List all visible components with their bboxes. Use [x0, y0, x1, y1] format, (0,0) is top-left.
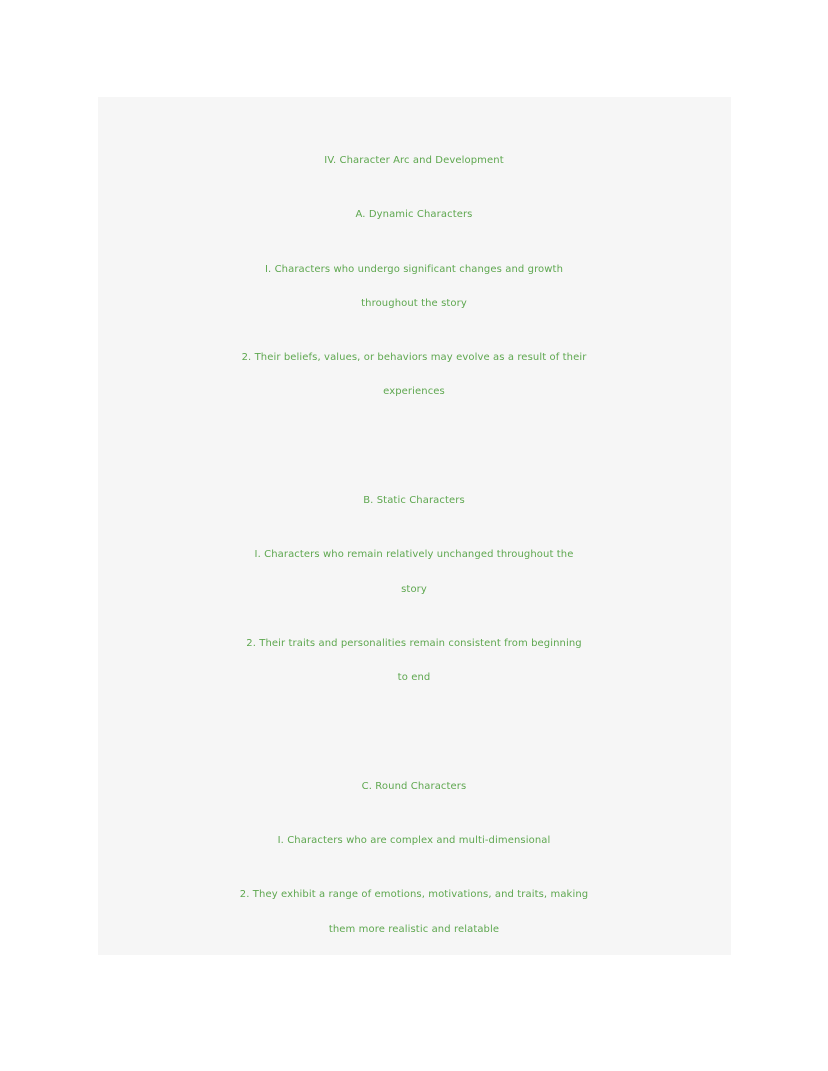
point-text-line: experiences	[383, 386, 445, 397]
section-title-round: C. Round Characters	[361, 781, 467, 792]
point-text-line: I. Characters who remain relatively unchanged throughout the	[254, 549, 574, 560]
point-text-line: 2. Their traits and personalities remain consistent from beginning	[246, 638, 582, 649]
point-text-line: story	[401, 584, 427, 595]
point-text-line: I. Characters who are complex and multi-dimensional	[277, 835, 551, 846]
point-text-line: them more realistic and relatable	[328, 924, 500, 935]
point-text-line: throughout the story	[361, 298, 467, 309]
point-text-line: I. Characters who undergo significant changes and growth	[264, 264, 564, 275]
point-text-line: to end	[397, 672, 431, 683]
document-panel	[98, 97, 731, 955]
point-text-line: 2. They exhibit a range of emotions, motivations, and traits, making	[239, 889, 589, 900]
point-text-line: 2. Their beliefs, values, or behaviors may evolve as a result of their	[241, 352, 587, 363]
outline-heading: IV. Character Arc and Development	[324, 155, 504, 166]
section-title-dynamic: A. Dynamic Characters	[355, 209, 473, 220]
section-title-static: B. Static Characters	[363, 495, 465, 506]
